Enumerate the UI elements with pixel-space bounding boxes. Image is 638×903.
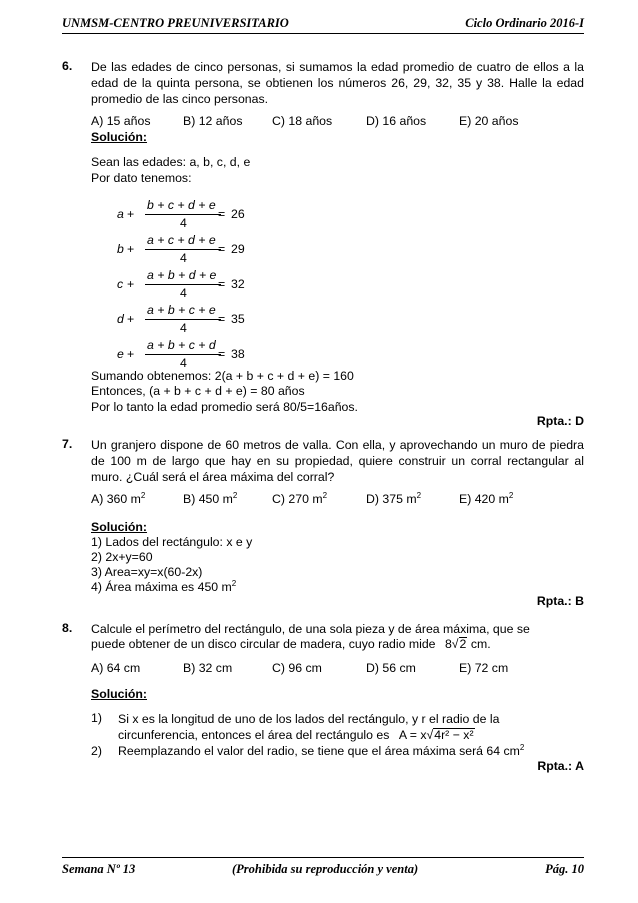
q8-radius-root: 2 (459, 637, 467, 651)
eq4-fraction-bar (145, 319, 221, 320)
eq1-rhs: 26 (231, 207, 245, 221)
eq2-numerator: a + c + d + e (147, 233, 216, 247)
footer-rule (62, 857, 584, 858)
q8-step-1-line2 (118, 728, 475, 742)
q7-option-e-label: E) 420 m (459, 492, 509, 506)
q6-number: 6. (62, 59, 73, 73)
q7-step-4-exp: 2 (231, 578, 237, 588)
q7-option-a-exp: 2 (140, 490, 146, 500)
q7-option-c-exp: 2 (322, 490, 328, 500)
q6-line5: Por lo tanto la edad promedio será 80/5=16años. (91, 400, 358, 414)
q6-solution-label: Solución: (91, 130, 148, 144)
q7-option-e-exp: 2 (508, 490, 514, 500)
q8-solution-label: Solución: (91, 687, 148, 701)
eq5-plus: + (127, 347, 135, 361)
q6-line3: Sumando obtenemos: 2(a + b + c + d + e) = 160 (91, 369, 354, 383)
eq4-numerator: a + b + c + e (147, 303, 216, 317)
q7-step-3: 3) Area=xy=x(60-2x) (91, 565, 203, 579)
eq3-numerator: a + b + d + e (147, 268, 217, 282)
q8-step-1-b: circunferencia, entonces el área del rectángulo es (118, 728, 390, 742)
q8-step-2-exp: 2 (519, 742, 525, 752)
q7-step-1: 1) Lados del rectángulo: x e y (91, 535, 253, 549)
eq4-equals: = (218, 312, 226, 326)
q7-step-4-text: 4) Área máxima es 450 m (91, 580, 232, 594)
q8-option-b: B) 32 cm (183, 661, 233, 675)
header-right: Ciclo Ordinario 2016-I (465, 16, 584, 30)
q8-text-line1 (91, 621, 584, 637)
q6-line2: Por dato tenemos: (91, 171, 192, 185)
eq4-denominator: 4 (180, 321, 187, 335)
q7-step-2: 2) 2x+y=60 (91, 550, 153, 564)
q8-option-c: C) 96 cm (272, 661, 322, 675)
eq3-fraction-bar (145, 284, 221, 285)
q7-option-a-label: A) 360 m (91, 492, 141, 506)
eq3-rhs: 32 (231, 277, 245, 291)
q7-option-c-label: C) 270 m (272, 492, 323, 506)
eq2-equals: = (218, 242, 226, 256)
footer-center: (Prohibida su reproducción y venta) (232, 862, 419, 876)
eq2-plus: + (127, 242, 135, 256)
q8-step-2-text: Reemplazando el valor del radio, se tiene que el área máxima será 64 cm (118, 744, 520, 758)
eq3-denominator: 4 (180, 286, 187, 300)
q6-text: De las edades de cinco personas, si sumamos la edad promedio de cuatro de ellos a la edad de la quinta persona, se obtienen los números 26, 29, 32, 35 y 38. Halle la edad promedio de las cinco personas. (91, 60, 584, 106)
q8-answer: Rpta.: A (537, 759, 584, 773)
eq5-fraction-bar (145, 354, 221, 355)
footer-right: Pág. 10 (545, 862, 584, 876)
q6-option-e: E) 20 años (459, 114, 519, 128)
eq1-fraction-bar (145, 214, 221, 215)
q8-option-d: D) 56 cm (366, 661, 416, 675)
q8-option-e: E) 72 cm (459, 661, 509, 675)
q7-option-b-exp: 2 (232, 490, 238, 500)
q8-step-1-num: 1) (91, 711, 102, 725)
q8-step-2-num: 2) (91, 744, 102, 758)
eq1-plus: + (127, 207, 135, 221)
eq2-lhs: b (117, 242, 124, 256)
q7-option-d (366, 492, 421, 506)
q8-radius-coef: 8 (444, 637, 452, 651)
footer-left: Semana Nº 13 (62, 862, 136, 876)
eq4-lhs: d (117, 312, 124, 326)
q8-text-a: Calcule el perímetro del rectángulo, de una sola pieza y de área máxima, que se (91, 622, 530, 636)
eq5-equals: = (218, 347, 226, 361)
q8-text-c: cm. (470, 637, 491, 651)
q8-text-line2 (91, 637, 491, 651)
eq3-equals: = (218, 277, 226, 291)
q6-answer: Rpta.: D (536, 414, 584, 428)
q7-option-d-exp: 2 (416, 490, 422, 500)
q7-option-e (459, 492, 513, 506)
q8-number: 8. (62, 621, 73, 635)
eq5-lhs: e (117, 347, 124, 361)
q8-formula-lhs: A = x (398, 728, 427, 742)
eq1-numerator: b + c + d + e (147, 198, 216, 212)
q7-number: 7. (62, 437, 73, 451)
eq2-rhs: 29 (231, 242, 245, 256)
eq3-plus: + (127, 277, 135, 291)
q6-line1: Sean las edades: a, b, c, d, e (91, 155, 251, 169)
q7-option-a (91, 492, 145, 506)
q6-option-a: A) 15 años (91, 114, 151, 128)
q7-solution-label: Solución: (91, 520, 148, 534)
eq5-denominator: 4 (180, 356, 187, 370)
eq5-numerator: a + b + c + d (147, 338, 216, 352)
q8-formula-root: 4r² − x² (434, 728, 474, 742)
eq4-plus: + (127, 312, 135, 326)
eq1-equals: = (218, 207, 226, 221)
q8-step-2 (118, 744, 524, 758)
q6-option-c: C) 18 años (272, 114, 333, 128)
eq3-lhs: c (117, 277, 124, 291)
eq5-rhs: 38 (231, 347, 245, 361)
eq2-fraction-bar (145, 249, 221, 250)
q8-step-1-a: Si x es la longitud de uno de los lados del rectángulo, y r el radio de la (118, 712, 500, 726)
q7-text: Un granjero dispone de 60 metros de valla. Con ella, y aprovechando un muro de piedra de 100 m de largo que hay en su propiedad, quiere construir un corral rectangular al muro. ¿Cuál será el área máxima del corral? (91, 438, 584, 484)
q8-radius-sqrt-icon: √ (451, 637, 459, 651)
q8-text-b: puede obtener de un disco circular de madera, cuyo radio mide (91, 637, 436, 651)
eq4-rhs: 35 (231, 312, 245, 326)
q8-formula-sqrt-icon: √ (426, 728, 434, 742)
q7-option-b (183, 492, 237, 506)
eq2-denominator: 4 (180, 251, 187, 265)
q7-option-c (272, 492, 327, 506)
eq1-lhs: a (117, 207, 124, 221)
header-left: UNMSM-CENTRO PREUNIVERSITARIO (62, 16, 289, 30)
q7-step-4 (91, 580, 236, 594)
q7-answer: Rpta.: B (536, 594, 584, 608)
q7-option-d-label: D) 375 m (366, 492, 417, 506)
q6-option-b: B) 12 años (183, 114, 243, 128)
q6-option-d: D) 16 años (366, 114, 427, 128)
eq1-denominator: 4 (180, 216, 187, 230)
q6-line4: Entonces, (a + b + c + d + e) = 80 años (91, 384, 305, 398)
q7-option-b-label: B) 450 m (183, 492, 233, 506)
q8-option-a: A) 64 cm (91, 661, 141, 675)
header-rule (62, 33, 584, 34)
